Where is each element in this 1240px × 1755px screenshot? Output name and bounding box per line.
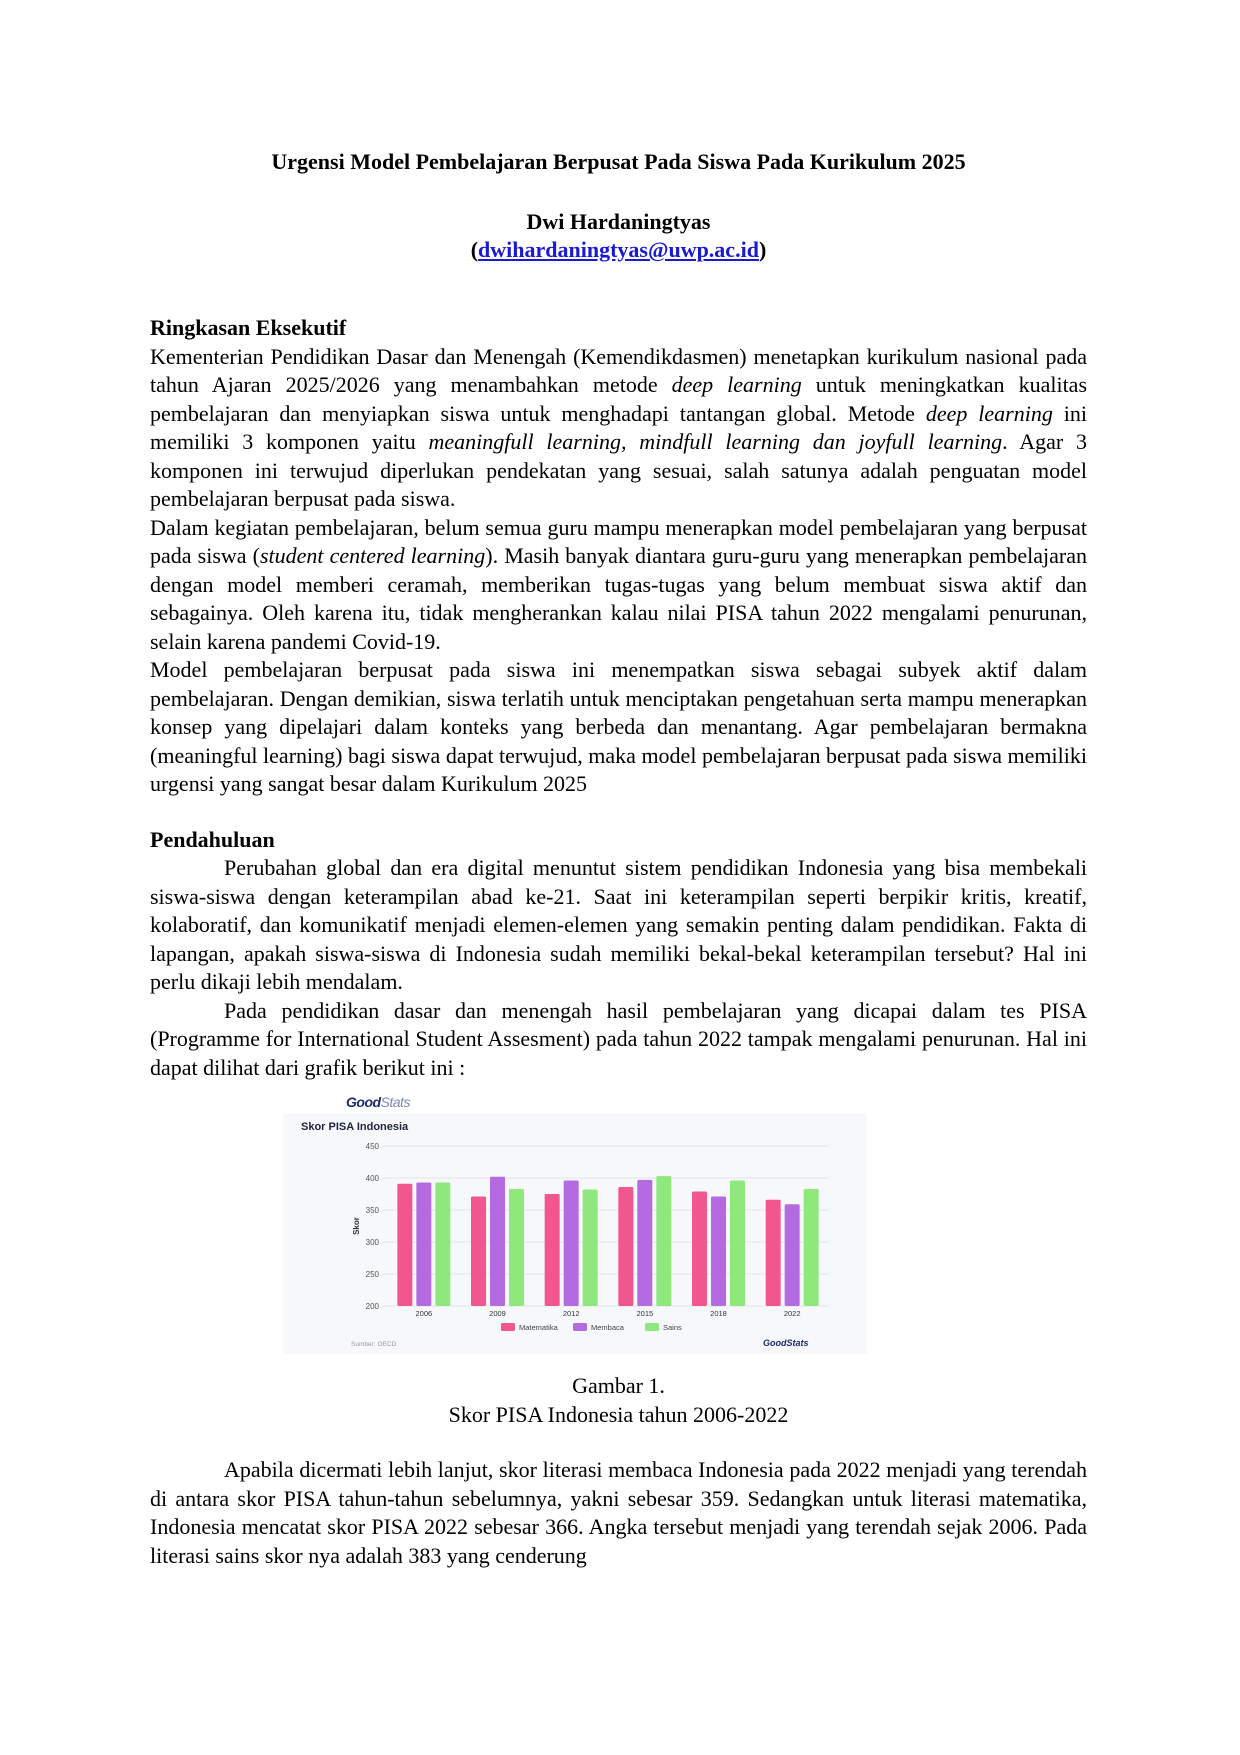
chart-source: Sumber: OECD (351, 1341, 397, 1348)
x-tick-label: 2012 (562, 1309, 580, 1318)
document-content (150, 148, 1087, 1570)
text-run: . Agar 3 komponen ini terwujud diperlukan pendekatan yang sesuai, salah satunya adalah penguatan model pembelajaran berpusat pada siswa. (150, 429, 1087, 511)
italic-run: meaningfull learning, mindfull learning dan joyfull learning (428, 429, 1003, 454)
bar-membaca-2018 (711, 1197, 726, 1306)
document-title: Urgensi Model Pembelajaran Berpusat Pada Siswa Pada Kurikulum 2025 (271, 149, 966, 174)
bar-membaca-2015 (637, 1180, 652, 1306)
y-axis-label: Skor (352, 1217, 361, 1235)
brand-bold: Good (346, 1094, 381, 1110)
summary-paragraph-1 (150, 343, 1087, 514)
text-run: untuk meningkatkan kualitas pembelajaran dan menyiapkan siswa untuk menghadapi tantangan global. Metode (150, 372, 1088, 426)
brand-light: Stats (380, 1094, 410, 1110)
spacer (150, 264, 1087, 314)
x-tick-label: 2018 (710, 1309, 727, 1318)
text-run: ini memiliki 3 komponen yaitu (150, 400, 1087, 454)
bar-matematika-2022 (766, 1200, 781, 1306)
legend-label: Matematika (519, 1323, 558, 1332)
figure-caption-number: Gambar 1. (572, 1373, 665, 1398)
y-tick-label: 250 (365, 1270, 379, 1279)
email-open-paren: ( (470, 237, 479, 262)
intro-paragraph-2: Pada pendidikan dasar dan menengah hasil pembelajaran yang dicapai dalam tes PISA (Programme for International Student Assesment) pada tahun 2022 tampak mengalami penurunan. Hal ini dapat dilihat dari grafik berikut ini : (150, 997, 1087, 1080)
goodstats-logo (346, 1094, 410, 1110)
bar-sains-2018 (730, 1181, 745, 1306)
text-run: Dalam kegiatan pembelajaran, belum semua guru mampu menerapkan model pembelajaran yang berpusat pada siswa ( (150, 514, 1087, 568)
spacer (150, 799, 1087, 826)
summary-paragraph-2 (150, 514, 1087, 657)
after-figure-paragraph: Apabila dicermati lebih lanjut, skor literasi membaca Indonesia pada 2022 menjadi yang terendah di antara skor PISA tahun-tahun sebelumnya, yakni sebesar 359. Sedangkan untuk literasi matematika, Indonesia mencatat skor PISA 2022 sebesar 366. Angka tersebut menjadi yang terendah sejak 2006. Pada literasi sains skor nya adalah 383 yang cenderung (150, 1457, 1087, 1568)
spacer (150, 1429, 1087, 1456)
y-tick-label: 300 (365, 1238, 379, 1247)
legend-swatch (501, 1323, 515, 1331)
author-email-line (150, 236, 1087, 264)
italic-run: student centered learning (259, 543, 486, 568)
summary-heading: Ringkasan Eksekutif (150, 315, 347, 340)
text-run: ). Masih banyak diantara guru-guru yang menerapkan pembelajaran dengan model memberi ceramah, memberikan tugas-tugas yang belum membuat siswa aktif dan sebagainya. Oleh karena itu, tidak mengherankan kalau nilai PISA tahun 2022 mengalami penurunan, selain karena pandemi Covid-19. (150, 543, 1087, 654)
italic-run: deep learning (925, 400, 1053, 426)
bar-matematika-2009 (471, 1197, 486, 1306)
figure-pisa (150, 1088, 1087, 1368)
bar-sains-2015 (656, 1176, 671, 1306)
y-tick-label: 400 (365, 1174, 379, 1183)
bar-matematika-2012 (545, 1194, 560, 1306)
email-close-paren: ) (758, 237, 767, 262)
bar-matematika-2006 (397, 1184, 412, 1306)
bar-matematika-2015 (618, 1187, 633, 1306)
bar-membaca-2022 (785, 1204, 800, 1306)
chart-footer-brand: GoodStats (763, 1338, 809, 1348)
bar-membaca-2012 (564, 1181, 579, 1306)
legend-label: Membaca (591, 1323, 624, 1332)
x-tick-label: 2015 (636, 1309, 654, 1318)
bar-chart-svg (283, 1114, 867, 1354)
legend-label: Sains (663, 1323, 682, 1332)
y-tick-label: 350 (365, 1206, 379, 1215)
x-tick-label: 2022 (783, 1309, 801, 1318)
author-email-link[interactable]: dwihardaningtyas@uwp.ac.id (478, 237, 759, 262)
y-tick-label: 200 (365, 1302, 379, 1311)
figure-caption-title: Skor PISA Indonesia tahun 2006-2022 (448, 1402, 789, 1427)
legend-swatch (645, 1323, 659, 1331)
bar-sains-2006 (435, 1182, 450, 1306)
italic-run: deep learning (671, 372, 802, 397)
author-name: Dwi Hardaningtyas (526, 209, 711, 234)
intro-paragraph-1: Perubahan global dan era digital menuntut sistem pendidikan Indonesia yang bisa membekali siswa-siswa dengan keterampilan abad ke-21. Saat ini keterampilan seperti berpikir kritis, kreatif, kolaboratif, dan komunikatif menjadi elemen-elemen yang semakin penting dalam pendidikan. Fakta di lapangan, apakah siswa-siswa di Indonesia sudah memiliki bekal-bekal keterampilan tersebut? Hal ini perlu dikaji lebih mendalam. (150, 855, 1087, 994)
bar-sains-2012 (583, 1190, 598, 1306)
text-run: Kementerian Pendidikan Dasar dan Menengah (Kemendikdasmen) menetapkan kurikulum nasional pada tahun Ajaran 2025/2026 yang menambahkan metode (150, 343, 1087, 397)
chart-container (283, 1114, 867, 1354)
bar-sains-2022 (804, 1189, 819, 1306)
chart-title: Skor PISA Indonesia (301, 1121, 409, 1133)
x-tick-label: 2009 (489, 1309, 506, 1318)
legend-swatch (573, 1323, 587, 1331)
bar-membaca-2006 (416, 1182, 431, 1306)
x-tick-label: 2006 (415, 1309, 433, 1318)
summary-paragraph-3: Model pembelajaran berpusat pada siswa ini menempatkan siswa sebagai subyek aktif dalam pembelajaran. Dengan demikian, siswa terlatih untuk menciptakan pengetahuan serta mampu menerapkan konsep yang dipelajari dalam konteks yang berbeda dan menantang. Agar pembelajaran bermakna (meaningful learning) bagi siswa dapat terwujud, maka model pembelajaran berpusat pada siswa memiliki urgensi yang sangat besar dalam Kurikulum 2025 (150, 657, 1087, 796)
bar-matematika-2018 (692, 1191, 707, 1306)
bar-sains-2009 (509, 1189, 524, 1306)
y-tick-label: 450 (365, 1142, 379, 1151)
bar-membaca-2009 (490, 1177, 505, 1306)
intro-heading: Pendahuluan (150, 826, 275, 852)
